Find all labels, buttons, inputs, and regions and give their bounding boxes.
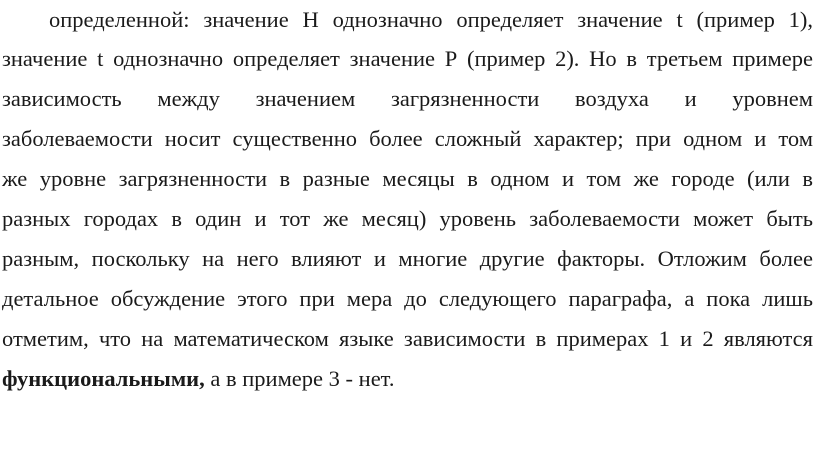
paragraph-line-9: отметим, что на математическом языке зависимости в примерах 1 и 2 являются	[2, 326, 813, 351]
paragraph-line-7: разным, поскольку на него влияют и многие другие факторы. Отложим более	[2, 246, 813, 271]
paragraph-line-8: детальное обсуждение этого при мера до следующего параграфа, а пока лишь	[2, 286, 813, 311]
paragraph-line-6: разных городах в один и тот же месяц) уровень заболеваемости может быть	[2, 206, 813, 231]
paragraph-line-4: заболеваемости носит существенно более сложный характер; при одном и том	[2, 126, 813, 151]
bold-term: функциональными,	[2, 366, 205, 391]
paragraph-line-10	[2, 362, 394, 396]
paragraph-line-1: определенной: значение Н однозначно определяет значение t (пример 1),	[49, 7, 813, 32]
paragraph-line-2: значение t однозначно определяет значение Р (пример 2). Но в третьем примере	[2, 46, 813, 71]
paragraph-line-5: же уровне загрязненности в разные месяцы в одном и том же городе (или в	[2, 166, 813, 191]
last-line-text: а в примере 3 - нет.	[204, 366, 395, 391]
paragraph-line-3: зависимость между значением загрязненности воздуха и уровнем	[2, 86, 813, 111]
